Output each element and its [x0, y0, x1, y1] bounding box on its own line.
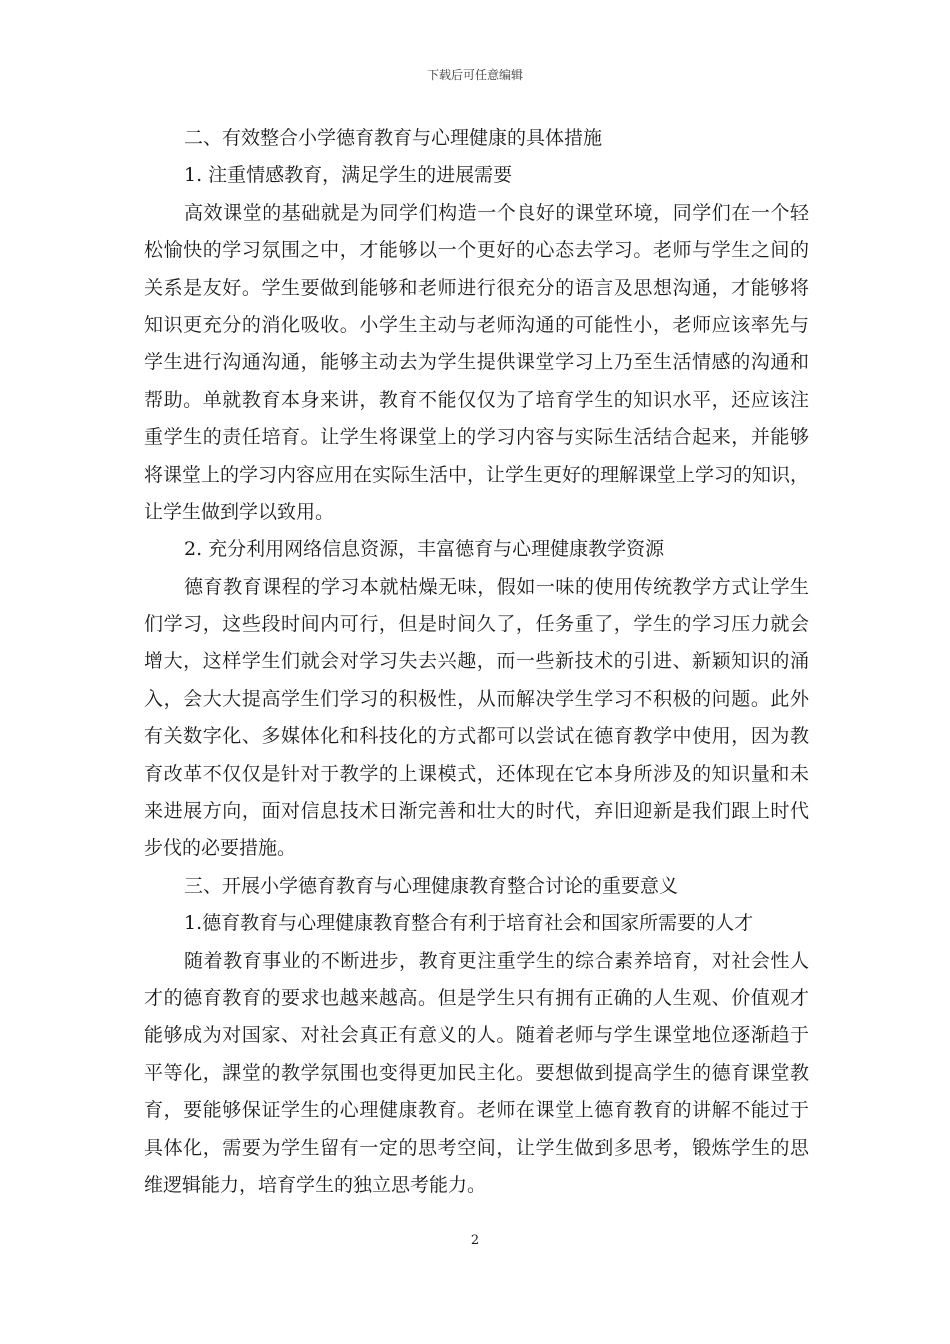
- text-line: 们学习，这些段时间内可行，但是时间久了，任务重了，学生的学习压力就会: [144, 613, 809, 636]
- text-line: 让学生做到学以致用。: [144, 500, 335, 523]
- page-header: 下载后可任意编辑: [426, 68, 523, 82]
- text-line: 二、有效整合小学德育教育与心理健康的具体措施: [184, 127, 603, 149]
- text-line: 学生进行沟通沟通，能够主动去为学生提供课堂学习上乃至生活情感的沟通和: [144, 351, 809, 374]
- page-number: 2: [470, 1233, 480, 1248]
- text-line: 帮助。单就教育本身来讲，教育不能仅仅为了培育学生的知识水平，还应该注: [144, 388, 809, 411]
- text-line: 能够成为对国家、对社会真正有意义的人。随着老师与学生课堂地位逐渐趋于: [144, 1024, 809, 1047]
- text-line: 具体化，需要为学生留有一定的思考空间，让学生做到多思考，锻炼学生的思: [144, 1136, 809, 1159]
- text-line: 将课堂上的学习内容应用在实际生活中，让学生更好的理解课堂上学习的知识，: [144, 463, 810, 486]
- text-line: 高效课堂的基础就是为同学们构造一个良好的课堂环境，同学们在一个轻: [184, 201, 809, 224]
- text-line: 才的德育教育的要求也越来越高。但是学生只有拥有正确的人生观、价值观才: [144, 986, 809, 1009]
- text-line: 有关数字化、多媒体化和科技化的方式都可以尝试在德育教学中使用，因为教: [144, 725, 809, 748]
- text-line: 随着教育事业的不断进步，教育更注重学生的综合素养培育，对社会性人: [184, 949, 809, 972]
- text-line: 重学生的责任培育。让学生将课堂上的学习内容与实际生活结合起来，并能够: [144, 426, 809, 449]
- text-line: 平等化，課堂的教学氛围也变得更加民主化。要想做到提高学生的德育课堂教: [144, 1061, 809, 1084]
- text-line: 1. 注重情感教育，满足学生的进展需要: [184, 164, 513, 187]
- text-line: 1.德育教育与心理健康教育整合有利于培育社会和国家所需要的人才: [184, 912, 754, 935]
- document-body: [144, 120, 809, 1204]
- text-line: 维逻辑能力，培育学生的独立思考能力。: [144, 1173, 487, 1196]
- text-line: 2. 充分利用网络信息资源，丰富德育与心理健康教学资源: [184, 538, 665, 561]
- text-line: 知识更充分的消化吸收。小学生主动与老师沟通的可能性小，老师应该率先与: [144, 313, 809, 336]
- text-line: 入，会大大提高学生们学习的积极性，从而解决学生学习不积极的问题。此外: [144, 687, 809, 710]
- text-line: 德育教育课程的学习本就枯燥无味，假如一味的使用传统教学方式让学生: [184, 575, 809, 598]
- text-line: 三、开展小学德育教育与心理健康教育整合讨论的重要意义: [184, 874, 679, 897]
- text-line: 步伐的必要措施。: [144, 837, 297, 860]
- text-line: 关系是友好。学生要做到能够和老师进行很充分的语言及思想沟通，才能够将: [144, 276, 809, 299]
- text-line: 增大，这样学生们就会对学习失去兴趣，而一些新技术的引进、新颖知识的涌: [144, 650, 809, 673]
- text-line: 育改革不仅仅是针对于教学的上课模式，还体现在它本身所涉及的知识量和未: [144, 762, 809, 785]
- text-line: 松愉快的学习氛围之中，才能够以一个更好的心态去学习。老师与学生之间的: [144, 239, 809, 262]
- text-line: 来进展方向，面对信息技术日渐完善和壮大的时代，弃旧迎新是我们跟上时代: [144, 800, 809, 823]
- text-line: 育，要能够保证学生的心理健康教育。老师在课堂上德育教育的讲解不能过于: [144, 1099, 809, 1122]
